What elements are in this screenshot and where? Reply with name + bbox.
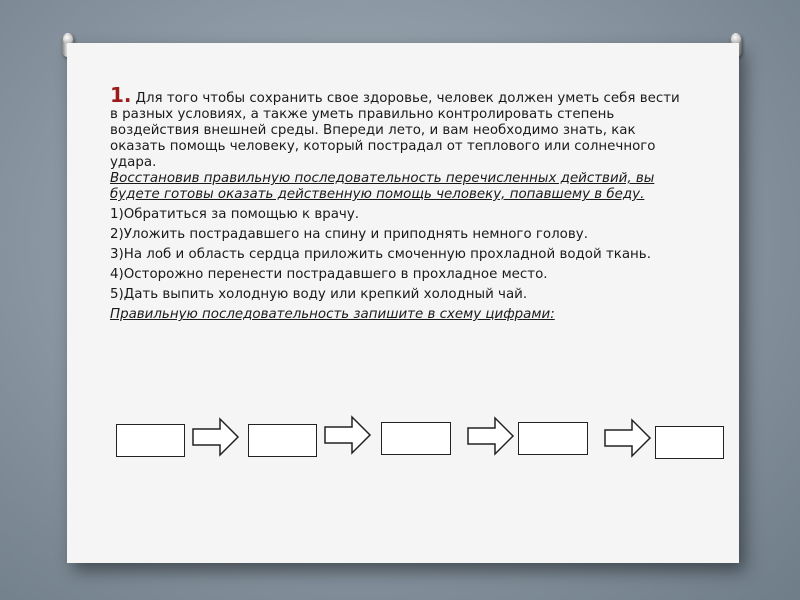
task-intro-text: Для того чтобы сохранить свое здоровье, человек должен уметь себя вести в разных условиях, а также уметь правильно контролировать степень воздействия внешней среды. Впереди лето, и вам необходимо знать, как оказать помощь человеку, который пострадал от теплового или солнечного удара. [110,91,680,170]
step-3: 3)На лоб и область сердца приложить смоченную прохладной водой ткань. [110,247,651,262]
task-number: 1. [110,83,132,107]
task-content [110,83,690,323]
task-intro [110,83,690,171]
step-2: 2)Уложить пострадавшего на спину и приподнять немного голову. [110,227,588,242]
step-5: 5)Дать выпить холодную воду или крепкий холодный чай. [110,287,528,302]
step-4: 4)Осторожно перенести пострадавшего в прохладное место. [110,267,548,282]
task-instruction: Восстановив правильную последовательность перечисленных действий, вы будете готовы оказать действенную помощь человеку, попавшему в беду. [110,171,655,202]
step-1: 1)Обратиться за помощью к врачу. [110,207,360,222]
final-instruction: Правильную последовательность запишите в схему цифрами: [110,307,555,322]
